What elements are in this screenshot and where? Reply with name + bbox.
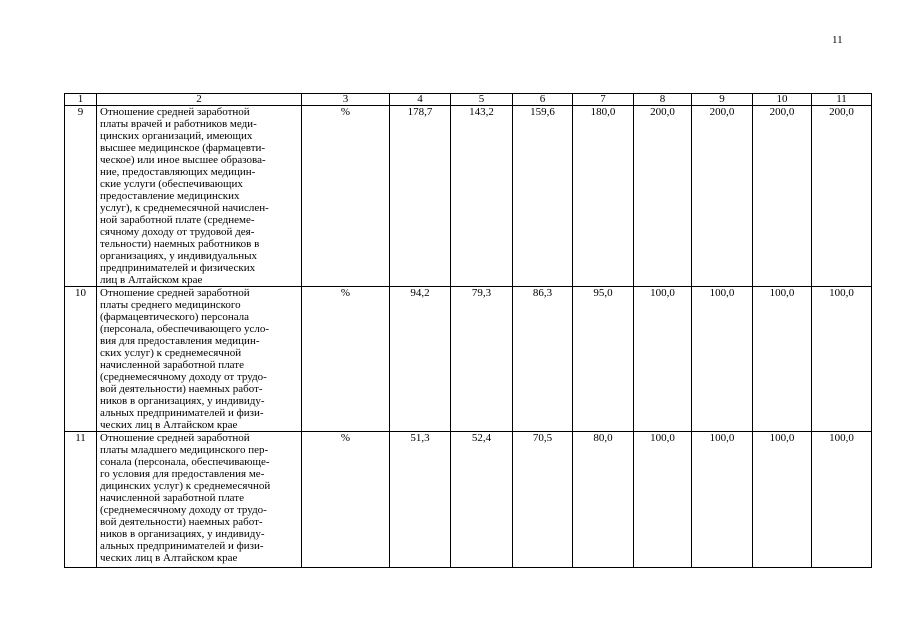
column-header: 10 — [753, 94, 812, 106]
value-cell: 100,0 — [753, 287, 812, 432]
value-cell: 143,2 — [451, 106, 513, 287]
column-header: 6 — [513, 94, 573, 106]
unit-cell: % — [302, 106, 390, 287]
column-header: 4 — [390, 94, 451, 106]
value-cell: 100,0 — [812, 432, 872, 568]
header-row — [65, 94, 872, 106]
table-row — [65, 287, 872, 432]
value-cell: 80,0 — [573, 432, 634, 568]
column-header: 8 — [634, 94, 692, 106]
column-header: 11 — [812, 94, 872, 106]
value-cell: 200,0 — [812, 106, 872, 287]
indicator-table — [64, 93, 872, 568]
value-cell: 51,3 — [390, 432, 451, 568]
value-cell: 100,0 — [692, 287, 753, 432]
column-header: 3 — [302, 94, 390, 106]
value-cell: 200,0 — [634, 106, 692, 287]
value-cell: 100,0 — [692, 432, 753, 568]
value-cell: 200,0 — [753, 106, 812, 287]
column-header: 1 — [65, 94, 97, 106]
column-header: 7 — [573, 94, 634, 106]
column-header: 2 — [97, 94, 302, 106]
value-cell: 180,0 — [573, 106, 634, 287]
value-cell: 100,0 — [753, 432, 812, 568]
table-row — [65, 432, 872, 568]
column-header: 9 — [692, 94, 753, 106]
value-cell: 178,7 — [390, 106, 451, 287]
value-cell: 70,5 — [513, 432, 573, 568]
row-number: 10 — [65, 287, 97, 432]
value-cell: 86,3 — [513, 287, 573, 432]
value-cell: 100,0 — [812, 287, 872, 432]
value-cell: 100,0 — [634, 287, 692, 432]
unit-cell: % — [302, 287, 390, 432]
indicator-description: Отношение средней заработной платы врачей и работников меди- цинских организаций, имеющих высшее медицинское (фармацевти- ческое) или иное высшее образова- ние, предоставляющих медицин- ские услуги (обеспечивающих предоставление медицинских услуг), к среднемесячной начислен- ной заработной плате (среднеме- сячному доходу от трудовой дея- тельности) наемных работников в организациях, у индивидуальных предпринимателей и физических лиц в Алтайском крае — [97, 106, 302, 287]
row-number: 9 — [65, 106, 97, 287]
column-header: 5 — [451, 94, 513, 106]
indicator-description: Отношение средней заработной платы среднего медицинского (фармацевтического) персонала (персонала, обеспечивающего усло- вия для предоставления медицин- ских услуг) к среднемесячной начисленной заработной плате (среднемесячному доходу от трудо- вой деятельности) наемных работ- ников в организациях, у индивиду- альных предпринимателей и физи- ческих лиц в Алтайском крае — [97, 287, 302, 432]
table-row — [65, 106, 872, 287]
indicator-description: Отношение средней заработной платы младшего медицинского пер- сонала (персонала, обеспечивающе- го условия для предоставления ме- дицинских услуг) к среднемесячной начисленной заработной плате (среднемесячному доходу от трудо- вой деятельности) наемных работ- ников в организациях, у индивиду- альных предпринимателей и физи- ческих лиц в Алтайском крае — [97, 432, 302, 568]
value-cell: 95,0 — [573, 287, 634, 432]
value-cell: 159,6 — [513, 106, 573, 287]
value-cell: 79,3 — [451, 287, 513, 432]
row-number: 11 — [65, 432, 97, 568]
unit-cell: % — [302, 432, 390, 568]
value-cell: 52,4 — [451, 432, 513, 568]
value-cell: 94,2 — [390, 287, 451, 432]
value-cell: 200,0 — [692, 106, 753, 287]
page-number: 11 — [832, 34, 843, 46]
value-cell: 100,0 — [634, 432, 692, 568]
